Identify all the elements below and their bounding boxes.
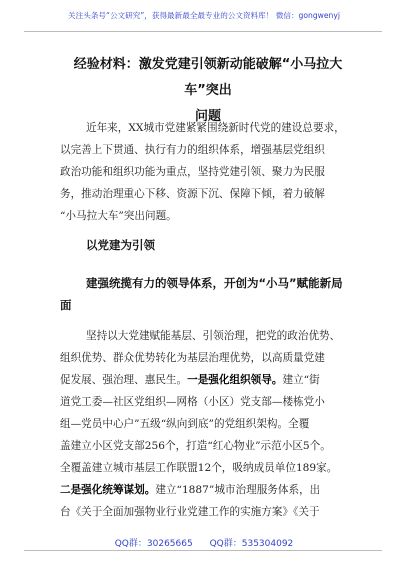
intro-line: 务，推动治理重心下移、资源下沉、保障下倾，着力破解 — [60, 188, 325, 200]
intro-line: 以完善上下贯通、执行有力的组织体系，增强基层党组织 — [60, 144, 325, 156]
section-heading: 以党建为引领 — [86, 238, 155, 252]
body-line: 促发展、强治理、惠民生。一是强化组织领导。建立“街 — [60, 374, 320, 386]
bold-point-one: 一是强化组织领导。 — [187, 374, 283, 386]
title-line-1: 经验材料：激发党建引领新动能破解“小马拉大车”突出 — [73, 57, 343, 98]
body-line: 坚持以大党建赋能基层、引领治理，把党的政治优势、 — [86, 330, 341, 342]
body-line: 组织优势、群众优势转化为基层治理优势，以高质量党建 — [60, 352, 325, 364]
body-line: 全覆盖建立城市基层工作联盟12个，吸纳成员单位189家。 — [60, 462, 338, 474]
intro-line: 近年来，XX城市党建紧紧围绕新时代党的建设总要求， — [86, 122, 345, 134]
subheading-line-1: 建强统揽有力的领导体系，开创为“小马”赋能新局 — [86, 276, 343, 290]
body-line: 组—党员中心户”五级“纵向到底”的党组织架构。全覆 — [60, 418, 310, 430]
body-line: 二是强化统筹谋划。建立“1887”城市治理服务体系，出 — [60, 484, 321, 496]
intro-line: 政治功能和组织功能为重点，坚持党建引领、聚力为民服 — [60, 166, 325, 178]
body-line: 道党工委—社区党组织—网格（小区）党支部—楼栋党小 — [60, 396, 325, 408]
body-line: 盖建立小区党支部256个，打造“红心物业”示范小区5个。 — [60, 440, 331, 452]
subheading-line-2: 面 — [60, 298, 72, 312]
footer-qq-groups — [0, 536, 408, 549]
title-line-2: 问题 — [194, 109, 221, 124]
body-line: 台《关于全面加强物业行业党建工作的实施方案》《关于 — [60, 506, 320, 518]
intro-line: “小马拉大车”突出问题。 — [60, 210, 177, 222]
qq-group-2: QQ群：535304092 — [209, 539, 294, 549]
header-banner: 关注头条号“公文研究”，获得最新最全最专业的公文资料库！ 微信：gongwenyj — [68, 11, 340, 20]
header-divider — [24, 31, 382, 32]
document-title — [58, 52, 358, 130]
qq-group-1: QQ群：30265665 — [114, 539, 193, 549]
footer-divider — [24, 550, 382, 551]
bold-point-two: 二是强化统筹谋划。 — [60, 484, 156, 496]
